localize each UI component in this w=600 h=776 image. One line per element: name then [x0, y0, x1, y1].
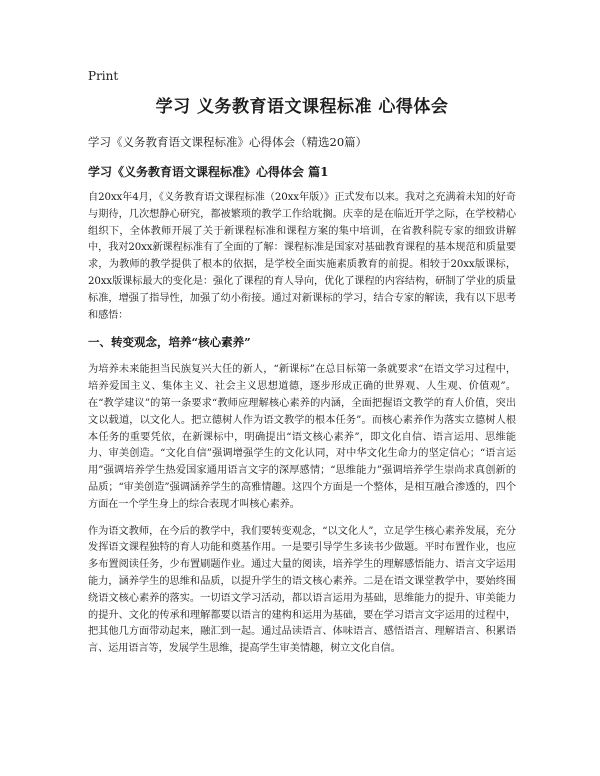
print-label[interactable]: Print: [88, 69, 119, 83]
paragraph-teacher-practice: 作为语文教师，在今后的教学中，我们要转变观念，“以文化人”，立足学生核心素养发展，充分发挥语文课程独特的育人功能和奠基作用。一是要引导学生多读书少做题。平时布置作业，也应多布置阅读任务，少布置刷题作业。通过大量的阅读，培养学生的理解感悟能力、语言文字运用能力，涵养学生的思维和品质，以提升学生的语文核心素养。二是在语文课堂教学中，要始终围绕语文核心素养的落实。一切语文学习活动，都以语言运用为基础，思维能力的提升、审美能力的提升、文化的传承和理解都要以语言的建构和运用为基础，要在学习语言文字运用的过程中，把其他几方面带动起来，融汇到一起。通过品读语言、体味语言、感悟语言、理解语言、积累语言、运用语言等，发展学生思维，提高学生审美情趣，树立文化自信。: [88, 525, 516, 655]
section-title: 学习《义务教育语文课程标准》心得体会 篇1: [88, 165, 329, 179]
document-subtitle: 学习《义务教育语文课程标准》心得体会（精选20篇）: [88, 135, 368, 149]
document-title: 学习 义务教育语文课程标准 心得体会: [155, 97, 449, 117]
document-page: [88, 68, 516, 668]
heading-1: 一、转变观念，培养“核心素养”: [88, 335, 251, 350]
paragraph-core-literacy: 为培养未来能担当民族复兴大任的新人，“新课标”在总目标第一条就要求“在语文学习过程中，培养爱国主义、集体主义、社会主义思想道德，逐步形成正确的世界观、人生观、价值观”。在“教学建议”的第一条要求“教师应理解核心素养的内涵，全面把握语文教学的育人价值，突出文以载道，以文化人。把立德树人作为语文教学的根本任务”。而核心素养作为落实立德树人根本任务的重要凭依，在新课标中，明确提出“语文核心素养”，即文化自信、语言运用、思维能力、审美创造。“文化自信”强调增强学生的文化认同，对中华文化生命力的坚定信心；“语言运用”强调培养学生热爱国家通用语言文字的深厚感情；“思维能力”强调培养学生崇尚求真创新的品质；“审美创造”强调涵养学生的高雅情趣。这四个方面是一个整体，是相互融合渗透的，四个方面在一个学生身上的综合表现才叫核心素养。: [88, 364, 516, 510]
paragraph-intro: 自20xx年4月，《义务教育语文课程标准（20xx年版）》正式发布以来。我对之充满着未知的好奇与期待，几次想静心研究，都被繁琐的教学工作给耽搁。庆幸的是在临近开学之际，在学校精心组织下，全体教师开展了关于新课程标准和课程方案的集中培训，在省教科院专家的细致讲解中，我对20xx新课程标准有了全面的了解：课程标准是国家对基础教育课程的基本规范和质量要求，为教师的教学提供了根本的依据，是学校全面实施素质教育的前提。相较于20xx版课标，20xx版课标最大的变化是：强化了课程的育人导向，优化了课程的内容结构，研制了学业的质量标准，增强了指导性，加强了幼小衔接。通过对新课标的学习，结合专家的解读，我有以下思考和感悟：: [88, 192, 516, 321]
